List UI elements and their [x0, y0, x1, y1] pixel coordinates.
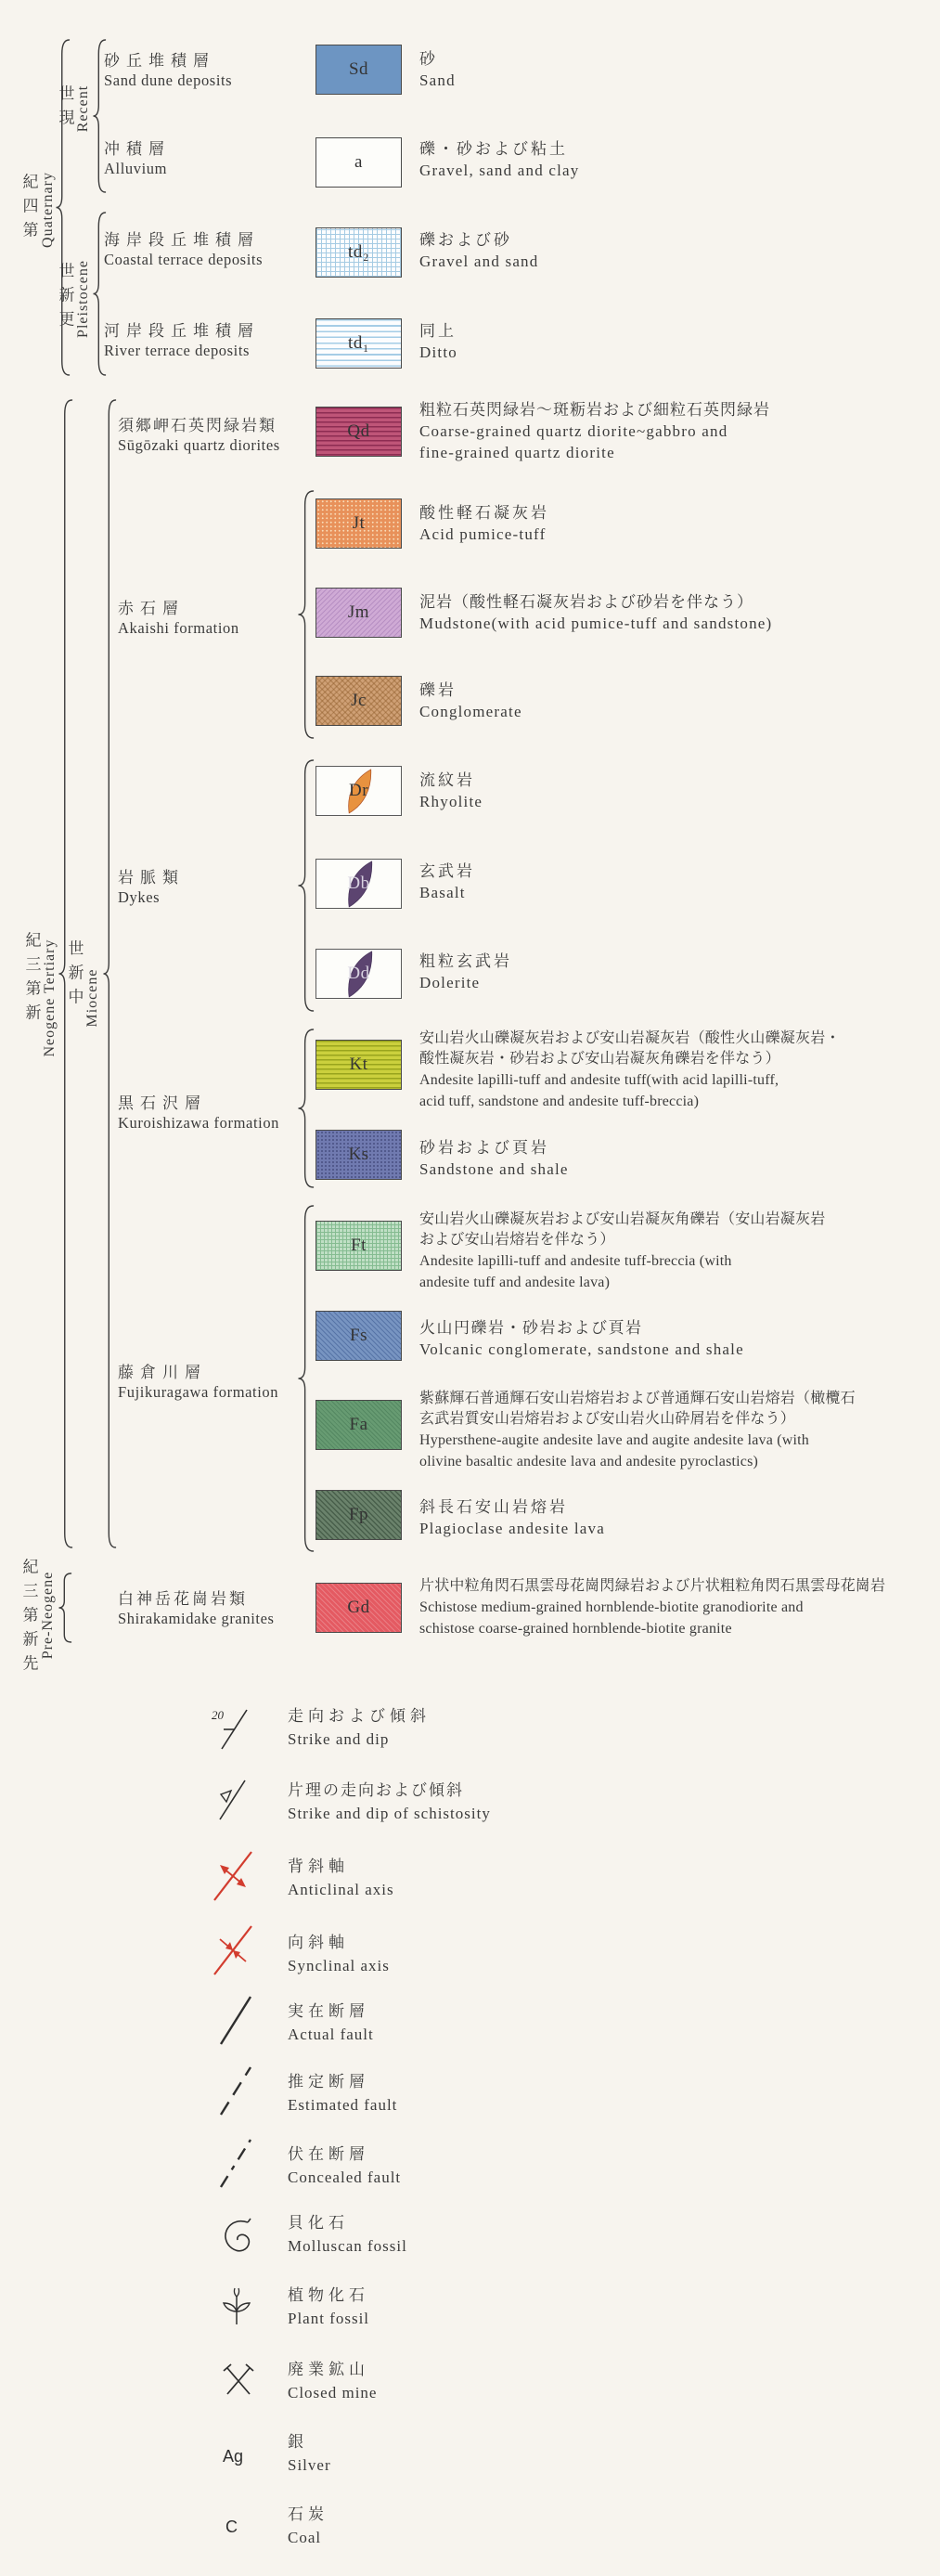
- desc-jm: 泥岩（酸性軽石凝灰岩および砂岩を伴なう） Mudstone(with acid pumice-tuff and sandstone): [419, 593, 773, 632]
- swatch-td2: td₂: [315, 227, 402, 278]
- swatch-td1: td₁: [315, 318, 402, 369]
- symbol-closed-mine: 廃業鉱山 Closed mine: [288, 2361, 378, 2401]
- era-preneogene-en: Pre-Neogene: [40, 1571, 56, 1660]
- swatch-sd: Sd: [315, 45, 402, 95]
- swatch-gd: Gd: [315, 1583, 402, 1633]
- desc-fs: 火山円礫岩・砂岩および頁岩 Volcanic conglomerate, sandstone and shale: [419, 1319, 744, 1358]
- epoch-miocene-jp: 中 新 世: [68, 939, 84, 1006]
- symbol-anticline: 背斜軸 Anticlinal axis: [288, 1858, 394, 1898]
- swatch-dr: Dr: [315, 766, 402, 816]
- schistosity-strike-dip-icon: [212, 1771, 254, 1827]
- desc-ks: 砂岩および頁岩 Sandstone and shale: [419, 1139, 569, 1178]
- swatch-qd: Qd: [315, 407, 402, 457]
- synclinal-axis-icon: [208, 1918, 260, 1981]
- swatch-ft: Ft: [315, 1221, 402, 1271]
- coal-symbol: C: [225, 2518, 238, 2536]
- formation-fujikuragawa: 藤倉川層 Fujikuragawa formation: [118, 1364, 279, 1401]
- symbol-silver: 銀 Silver: [288, 2433, 331, 2474]
- desc-td1: 同上 Ditto: [419, 322, 457, 361]
- fujikuragawa-brace: [298, 1205, 314, 1552]
- desc-jc: 礫岩 Conglomerate: [419, 681, 522, 720]
- desc-a: 礫・砂および粘土 Gravel, sand and clay: [419, 140, 580, 179]
- symbol-schistosity: 片理の走向および傾斜 Strike and dip of schistosity: [288, 1781, 491, 1822]
- desc-td2: 礫および砂 Gravel and sand: [419, 231, 539, 270]
- symbol-syncline: 向斜軸 Synclinal axis: [288, 1934, 390, 1974]
- svg-text:20: 20: [212, 1708, 224, 1722]
- epoch-recent-jp: 現 世: [58, 84, 75, 127]
- desc-gd: 片状中粒角閃石黒雲母花崗閃緑岩および片状粗粒角閃石黒雲母花崗岩 Schistose medium-grained hornblende-biotite granodiorite and schistose coarse-grained hornblende-biotite granite: [419, 1578, 886, 1637]
- unit-name-shirakamidake: 白神岳花崗岩類 Shirakamidake granites: [118, 1590, 275, 1627]
- symbol-coal: 石炭 Coal: [288, 2505, 328, 2546]
- desc-dr: 流紋岩 Rhyolite: [419, 771, 483, 810]
- symbol-molluscan-fossil: 貝化石 Molluscan fossil: [288, 2214, 407, 2255]
- plant-fossil-icon: [221, 2285, 252, 2326]
- desc-qd: 粗粒石英閃緑岩～斑粝岩および細粒石英閃緑岩 Coarse-grained quartz diorite~gabbro and fine-grained quartz diorite: [419, 401, 770, 461]
- desc-jt: 酸性軽石凝灰岩 Acid pumice-tuff: [419, 504, 549, 543]
- swatch-jt: Jt: [315, 498, 402, 549]
- swatch-a: a: [315, 137, 402, 188]
- dykes-brace: [298, 759, 314, 1012]
- swatch-jc: Jc: [315, 676, 402, 726]
- symbol-concealed-fault: 伏在断層 Concealed fault: [288, 2145, 402, 2186]
- swatch-jm: Jm: [315, 588, 402, 638]
- epoch-miocene-en: Miocene: [84, 968, 100, 1028]
- molluscan-fossil-icon: [221, 2217, 254, 2256]
- swatch-db: Db: [315, 859, 402, 909]
- unit-name-alluvium: 冲積層 Alluvium: [104, 140, 171, 177]
- unit-name-sand-dune: 砂丘堆積層 Sand dune deposits: [104, 52, 233, 89]
- formation-dykes: 岩脈類 Dykes: [118, 869, 185, 906]
- swatch-kt: Kt: [315, 1040, 402, 1090]
- swatch-fa: Fa: [315, 1400, 402, 1450]
- anticlinal-axis-icon: [208, 1844, 260, 1907]
- symbol-actual-fault: 実在断層 Actual fault: [288, 2002, 374, 2043]
- era-preneogene-jp: 先 新 第 三 紀: [22, 1558, 39, 1673]
- preneogene-brace: [58, 1573, 71, 1643]
- epoch-pleistocene-jp: 更 新 世: [58, 262, 75, 329]
- closed-mine-icon: [221, 2360, 256, 2399]
- desc-kt: 安山岩火山礫凝灰岩および安山岩凝灰岩（酸性火山礫凝灰岩・ 酸性凝灰岩・砂岩および安山岩凝灰角礫岩を伴なう） Andesite lapilli-tuff and andesite tuff(with acid lapilli-tuff, acid tuff, sandstone and andesite tuff-breccia): [419, 1030, 841, 1109]
- desc-db: 玄武岩 Basalt: [419, 862, 475, 901]
- desc-fp: 斜長石安山岩熔岩 Plagioclase andesite lava: [419, 1498, 605, 1537]
- strike-dip-icon: [212, 1699, 258, 1756]
- desc-sd: 砂 Sand: [419, 50, 456, 89]
- miocene-brace: [103, 399, 116, 1548]
- swatch-fs: Fs: [315, 1311, 402, 1361]
- era-quaternary-jp: 第 四 紀: [22, 173, 39, 239]
- epoch-recent-en: Recent: [75, 84, 91, 133]
- era-neogene-jp: 新 第 三 紀: [25, 931, 42, 1022]
- epoch-pleistocene-en: Pleistocene: [75, 260, 91, 338]
- symbol-estimated-fault: 推定断層 Estimated fault: [288, 2073, 398, 2114]
- actual-fault-icon: [213, 1990, 258, 2050]
- unit-name-coastal-terrace: 海岸段丘堆積層 Coastal terrace deposits: [104, 231, 264, 268]
- era-neogene-en: Neogene Tertiary: [42, 938, 58, 1057]
- symbol-strike-dip: 走向および傾斜 Strike and dip: [288, 1707, 431, 1748]
- formation-akaishi: 赤石層 Akaishi formation: [118, 600, 239, 637]
- formation-kuroishizawa: 黒石沢層 Kuroishizawa formation: [118, 1094, 280, 1132]
- desc-dd: 粗粒玄武岩 Dolerite: [419, 952, 512, 991]
- era-quaternary-en: Quaternary: [40, 172, 56, 248]
- concealed-fault-icon: [213, 2133, 258, 2193]
- desc-fa: 紫蘇輝石普通輝石安山岩熔岩および普通輝石安山岩熔岩（橄欖石 玄武岩質安山岩熔岩および安山岩火山砕屑岩を伴なう） Hypersthene-augite andesite lave and augite andesite lava (with olivine basaltic andesite lava and andesite pyroclastics): [419, 1391, 856, 1469]
- desc-ft: 安山岩火山礫凝灰岩および安山岩凝灰角礫岩（安山岩凝灰岩 および安山岩熔岩を伴なう） Andesite lapilli-tuff and andesite tuff-breccia (with andesite tuff and andesite lava): [419, 1211, 826, 1290]
- kuroishizawa-brace: [298, 1029, 314, 1188]
- unit-name-sugozaki: 須郷岬石英閃緑岩類 Sūgōzaki quartz diorites: [118, 417, 280, 454]
- silver-symbol: Ag: [223, 2447, 244, 2466]
- akaishi-brace: [298, 490, 314, 739]
- swatch-ks: Ks: [315, 1130, 402, 1180]
- unit-name-river-terrace: 河岸段丘堆積層 River terrace deposits: [104, 322, 260, 359]
- swatch-fp: Fp: [315, 1490, 402, 1540]
- swatch-dd: Dd: [315, 949, 402, 999]
- symbol-plant-fossil: 植物化石 Plant fossil: [288, 2286, 370, 2327]
- estimated-fault-icon: [213, 2061, 258, 2120]
